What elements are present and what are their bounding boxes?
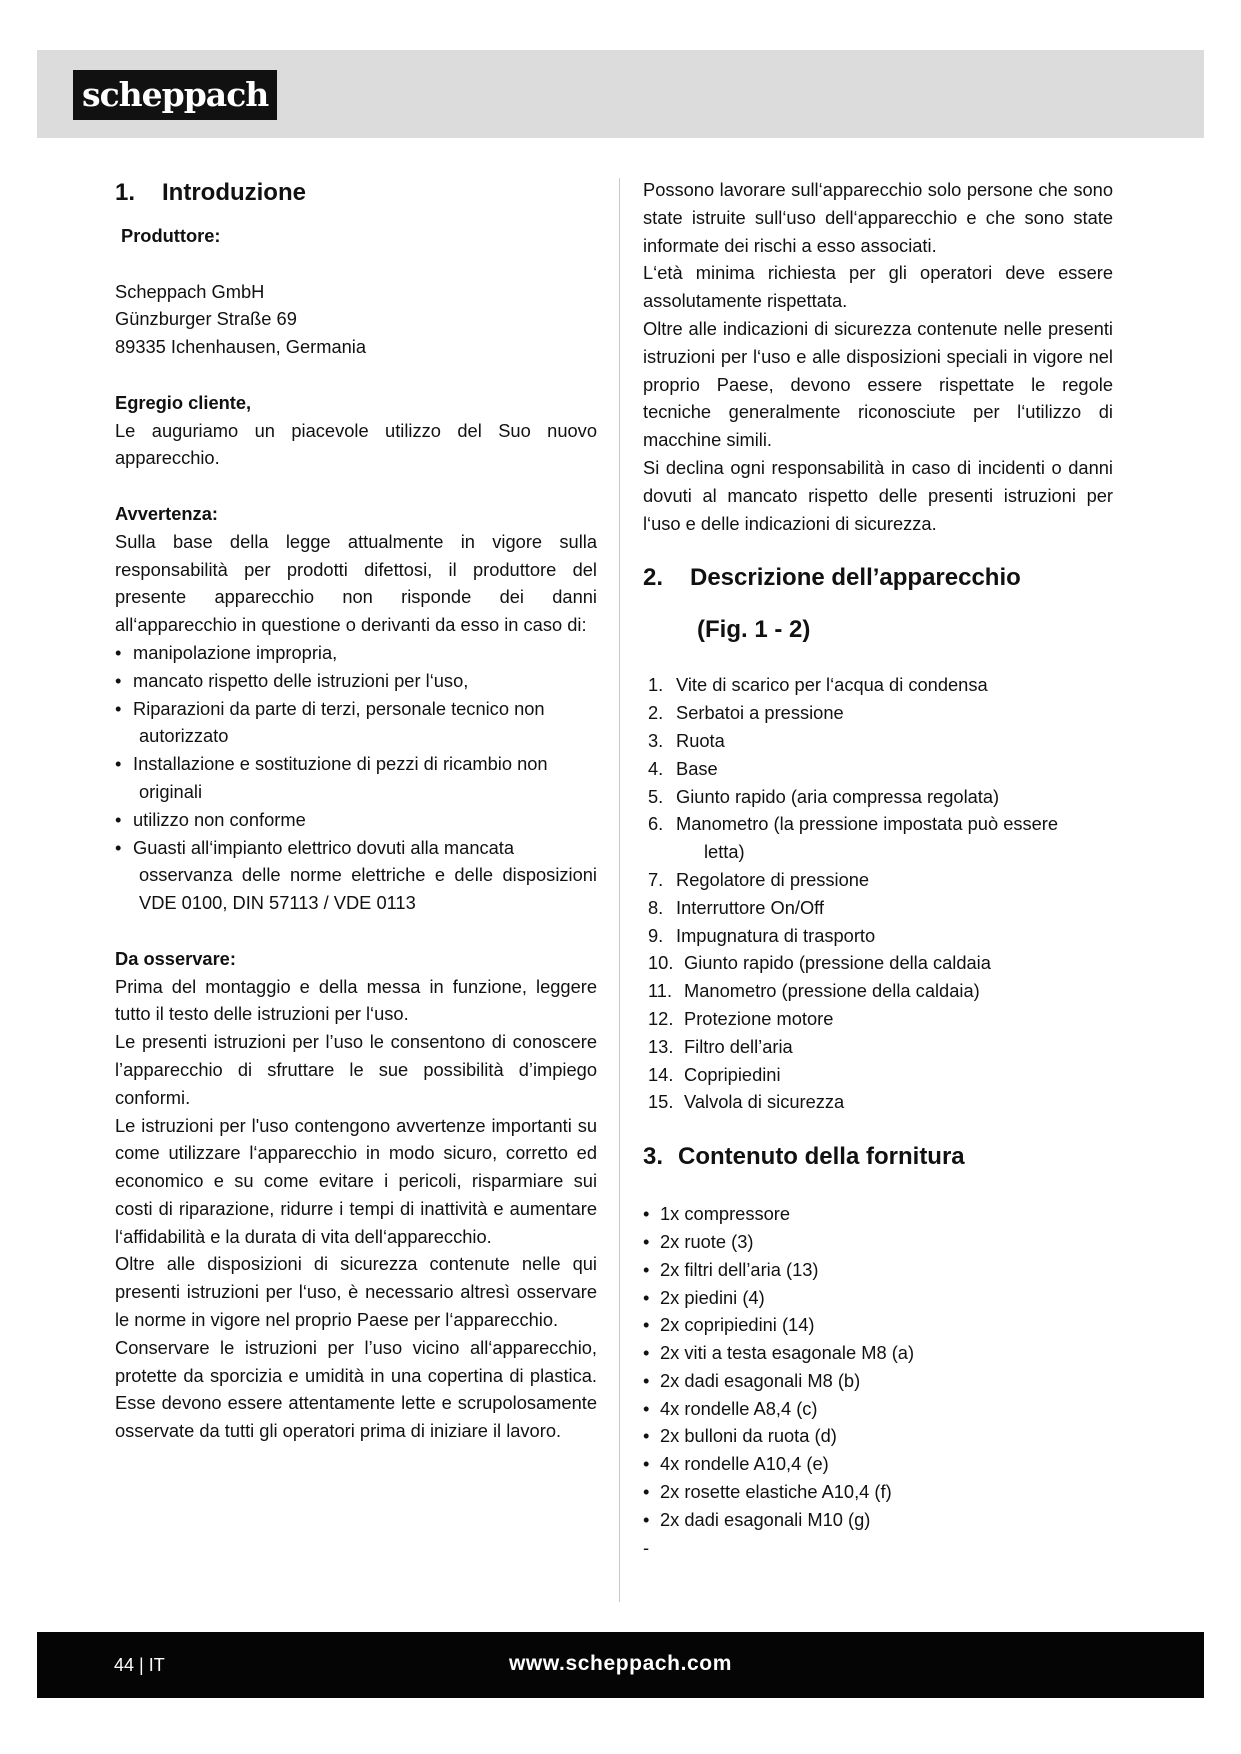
list-item: 12. Protezione motore: [648, 1007, 834, 1029]
parts-list: [643, 671, 1113, 1116]
supply-list: [643, 1200, 1113, 1534]
address-line: Günzburger Straße 69: [115, 308, 297, 330]
list-item: • 2x piedini (4): [643, 1284, 1113, 1312]
list-item: • 2x dadi esagonali M8 (b): [643, 1367, 1113, 1395]
list-item: • mancato rispetto delle istruzioni per l‘uso,: [115, 667, 597, 695]
list-item: 13. Filtro dell’aria: [648, 1035, 793, 1057]
list-item: • 1x compressore: [643, 1200, 1113, 1228]
observe-paragraph: Le presenti istruzioni per l’uso le consentono di conoscere l’apparecchio di sfruttare le sue possibilità d’impiego conformi.: [115, 1031, 597, 1108]
observe-paragraph: Prima del montaggio e della messa in funzione, leggere tutto il testo delle istruzioni per l‘uso.: [115, 975, 597, 1025]
list-item: • Guasti all‘impianto elettrico dovuti alla mancata osservanza delle norme elettriche e delle disposizioni VDE 0100, DIN 57113 / VDE 0113: [115, 834, 597, 917]
list-item: 11. Manometro (pressione della caldaia): [648, 980, 980, 1002]
warning-text: Sulla base della legge attualmente in vigore sulla responsabilità per prodotti difettosi, il produttore del presente apparecchio non risponde dei danni all‘apparecchio in questione o derivanti da esso in caso di:: [115, 530, 597, 636]
warning-label: Avvertenza:: [115, 502, 218, 524]
list-item: 15. Valvola di sicurezza: [648, 1091, 845, 1113]
producer-label: Produttore:: [121, 225, 221, 246]
list-item: 2. Serbatoi a pressione: [648, 702, 844, 724]
list-item: 10. Giunto rapido (pressione della caldaia: [648, 952, 991, 974]
list-item: 7. Regolatore di pressione: [648, 868, 870, 890]
list-item: • utilizzo non conforme: [115, 806, 597, 834]
address-line: 89335 Ichenhausen, Germania: [115, 336, 367, 358]
list-item: • Riparazioni da parte di terzi, personale tecnico non autorizzato: [115, 695, 597, 751]
list-item: 8. Interruttore On/Off: [648, 896, 825, 918]
right-column: [643, 176, 1113, 1561]
list-item: • 2x viti a testa esagonale M8 (a): [643, 1339, 1113, 1367]
list-item: 1. Vite di scarico per l‘acqua di condensa: [648, 674, 988, 696]
safety-paragraph: Possono lavorare sull‘apparecchio solo persone che sono state istruite sull‘uso dell‘apparecchio e che sono state informate dei rischi a esso associati.: [643, 179, 1113, 256]
safety-paragraph: Si declina ogni responsabilità in caso di incidenti o danni dovuti al mancato rispetto delle presenti istruzioni per l‘uso e delle indicazioni di sicurezza.: [643, 456, 1113, 534]
list-item: 3. Ruota: [648, 729, 725, 751]
list-item: • 2x copripiedini (14): [643, 1311, 1113, 1339]
header-band: [37, 50, 1204, 138]
list-item: 14. Copripiedini: [648, 1063, 781, 1085]
website-link[interactable]: www.scheppach.com: [509, 1652, 732, 1675]
left-column: [115, 176, 597, 1445]
address-line: Scheppach GmbH: [115, 280, 265, 302]
manufacturer-address: [115, 278, 597, 361]
list-item: • 2x rosette elastiche A10,4 (f): [643, 1478, 1113, 1506]
warning-list: [115, 639, 597, 917]
section-heading-description: 2. Descrizione dell’apparecchio: [643, 564, 1021, 592]
observe-paragraph: Le istruzioni per l'uso contengono avvertenze importanti su come utilizzare l‘apparecchio in modo sicuro, corretto ed economico e su come evitare i pericoli, risparmiare sui costi di riparazione, ridurre i tempi di inattività e aumentare l‘affidabilità e la durata di vita dell‘apparecchio.: [115, 1114, 597, 1247]
footer-bar: [37, 1632, 1204, 1698]
list-item: 5. Giunto rapido (aria compressa regolata): [648, 785, 1000, 807]
list-item: • 4x rondelle A10,4 (e): [643, 1450, 1113, 1478]
list-item: 9. Impugnatura di trasporto: [648, 924, 876, 946]
safety-paragraph: Oltre alle indicazioni di sicurezza contenute nelle presenti istruzioni per l‘uso e alle disposizioni speciali in vigore nel proprio Paese, devono essere rispettate le regole tecniche generalmente riconosciute per l‘utilizzo di macchine simili.: [643, 317, 1113, 451]
section-heading-supply: 3. Contenuto della fornitura: [643, 1143, 965, 1171]
supply-trailing-dash: -: [643, 1536, 650, 1558]
section-heading-introduction: 1. Introduzione: [115, 179, 306, 206]
column-divider: [619, 178, 620, 1602]
figure-reference: (Fig. 1 - 2): [697, 616, 811, 644]
list-item: 4. Base: [648, 757, 718, 779]
list-item: • 2x ruote (3): [643, 1228, 1113, 1256]
observe-paragraph: Oltre alle disposizioni di sicurezza contenute nelle qui presenti istruzioni per l‘uso, è necessario altresì osservare le norme in vigore nel proprio Paese per l‘apparecchio.: [115, 1253, 597, 1331]
list-item: 6. Manometro (la pressione impostata può essere letta): [648, 813, 1059, 863]
list-item: • 4x rondelle A8,4 (c): [643, 1395, 1113, 1423]
list-item: • 2x bulloni da ruota (d): [643, 1422, 1113, 1450]
dear-customer-text: Le auguriamo un piacevole utilizzo del Suo nuovo apparecchio.: [115, 419, 597, 469]
list-item: • Installazione e sostituzione di pezzi di ricambio non originali: [115, 750, 597, 806]
page-number: 44 | IT: [114, 1655, 165, 1675]
scheppach-logo: scheppach: [73, 70, 277, 120]
dear-customer-label: Egregio cliente,: [115, 391, 252, 413]
list-item: • 2x dadi esagonali M10 (g): [643, 1506, 1113, 1534]
list-item: • 2x filtri dell’aria (13): [643, 1256, 1113, 1284]
observe-paragraph: Conservare le istruzioni per l’uso vicino all‘apparecchio, protette da sporcizia e umidità in una copertina di plastica. Esse devono essere attentamente lette e scrupolosamente osservate da tutti gli operatori prima di iniziare il lavoro.: [115, 1336, 597, 1442]
observe-label: Da osservare:: [115, 947, 236, 969]
safety-paragraph: L‘età minima richiesta per gli operatori deve essere assolutamente rispettata.: [643, 262, 1113, 312]
list-item: • manipolazione impropria,: [115, 639, 597, 667]
